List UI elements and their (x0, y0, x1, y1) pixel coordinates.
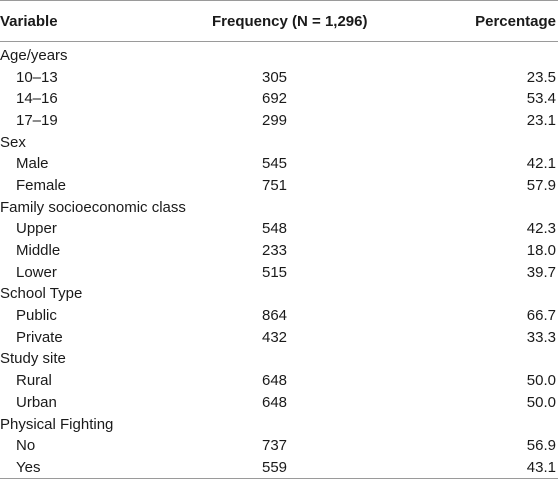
group-label: Physical Fighting (0, 415, 114, 433)
row-frequency: 751 (262, 176, 288, 194)
group-label: Family socioeconomic class (0, 198, 186, 216)
group-row (0, 348, 558, 370)
group-row (0, 196, 558, 218)
row-label: 10–13 (16, 68, 58, 86)
row-frequency: 692 (262, 90, 288, 108)
row-label: Male (16, 155, 49, 173)
group-row (0, 45, 558, 67)
row-frequency: 737 (262, 437, 288, 455)
row-frequency: 233 (262, 242, 288, 260)
table-header-row (0, 1, 558, 42)
row-frequency: 432 (262, 328, 288, 346)
row-frequency: 545 (262, 155, 288, 173)
row-percentage: 53.4 (526, 90, 556, 108)
row-label: Lower (16, 263, 57, 281)
row-percentage: 42.1 (526, 155, 556, 173)
table-row (0, 261, 558, 283)
group-row (0, 283, 558, 305)
row-frequency: 515 (262, 263, 288, 281)
row-label: No (16, 437, 36, 455)
column-header-frequency: Frequency (N = 1,296) (202, 1, 448, 42)
table-row (0, 370, 558, 392)
table-row (0, 305, 558, 327)
row-frequency: 548 (262, 220, 288, 238)
row-label: Public (16, 307, 57, 325)
row-percentage: 43.1 (448, 457, 558, 479)
group-row (0, 131, 558, 153)
row-label: Rural (16, 372, 52, 390)
row-percentage: 18.0 (526, 242, 556, 260)
row-percentage: 50.0 (526, 372, 556, 390)
table-row (0, 457, 558, 479)
row-percentage: 50.0 (526, 393, 556, 411)
row-percentage: 39.7 (526, 263, 556, 281)
row-percentage: 23.1 (526, 111, 556, 129)
table-row (0, 435, 558, 457)
table-row (0, 392, 558, 414)
column-header-variable: Variable (0, 1, 202, 42)
column-header-percentage: Percentage (448, 1, 558, 42)
group-label: Study site (0, 350, 66, 368)
row-percentage: 56.9 (526, 437, 556, 455)
table-row (0, 153, 558, 175)
table-row (0, 326, 558, 348)
row-label: 14–16 (16, 90, 58, 108)
row-label: Yes (0, 457, 202, 479)
table-row (0, 218, 558, 240)
row-percentage: 42.3 (526, 220, 556, 238)
row-label: Female (16, 176, 67, 194)
row-label: 17–19 (16, 111, 58, 129)
group-label: Sex (0, 133, 26, 151)
table-body (0, 42, 558, 479)
row-percentage: 57.9 (526, 176, 556, 194)
row-frequency: 648 (262, 393, 288, 411)
row-percentage: 23.5 (526, 68, 556, 86)
row-label: Upper (16, 220, 57, 238)
row-label: Urban (16, 393, 57, 411)
group-label: Age/years (0, 46, 68, 64)
row-percentage: 33.3 (526, 328, 556, 346)
row-frequency: 305 (262, 68, 288, 86)
table-row (0, 66, 558, 88)
group-row (0, 413, 558, 435)
row-label: Private (16, 328, 63, 346)
group-label: School Type (0, 285, 83, 303)
table-row (0, 110, 558, 132)
table-row (0, 88, 558, 110)
row-frequency: 864 (262, 307, 288, 325)
table-row (0, 240, 558, 262)
row-frequency: 559 (202, 457, 448, 479)
row-label: Middle (16, 242, 61, 260)
row-frequency: 299 (262, 111, 288, 129)
table-row (0, 175, 558, 197)
row-frequency: 648 (262, 372, 288, 390)
row-percentage: 66.7 (526, 307, 556, 325)
